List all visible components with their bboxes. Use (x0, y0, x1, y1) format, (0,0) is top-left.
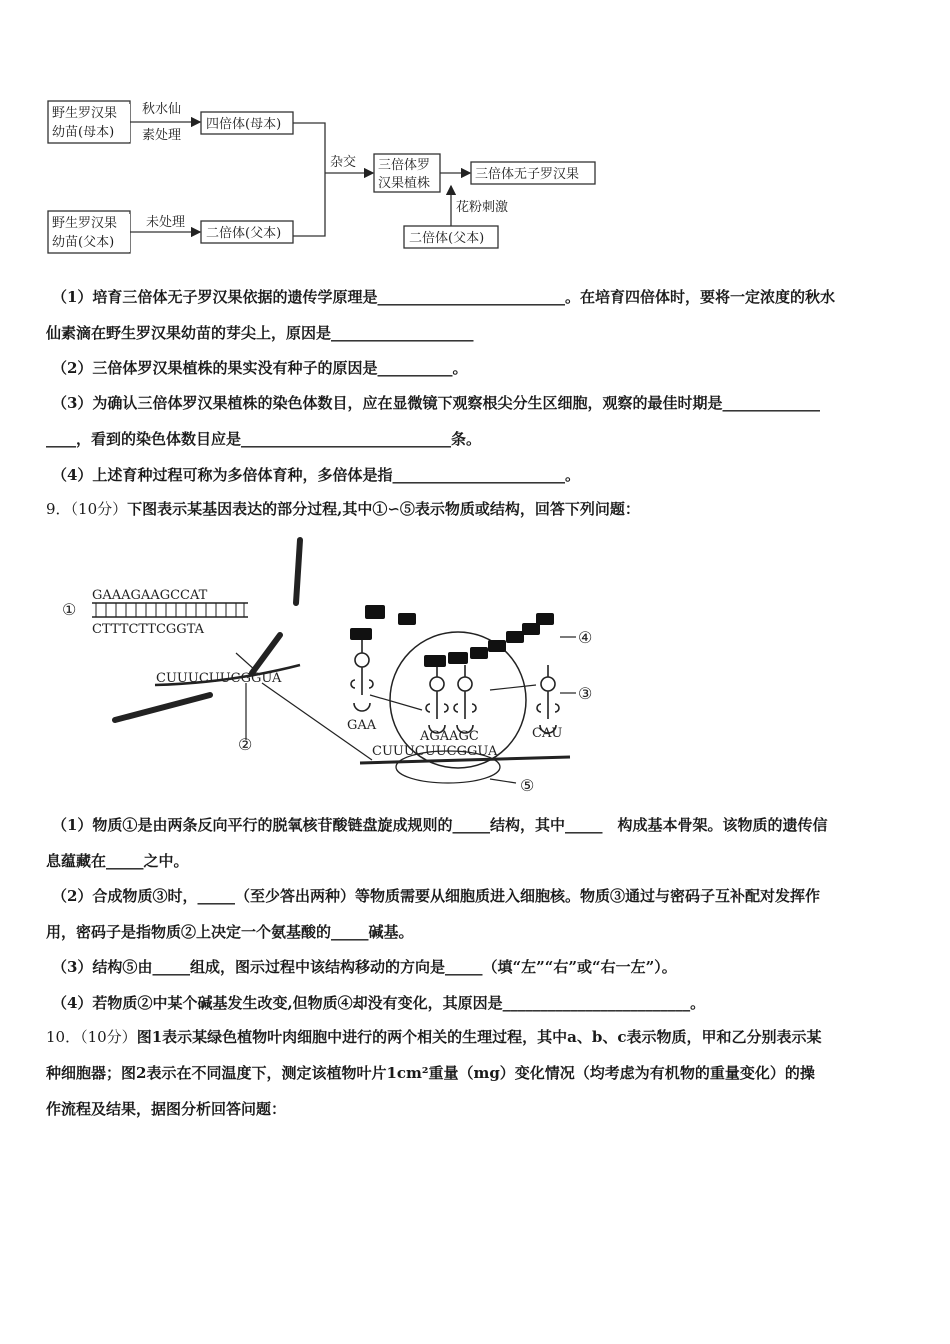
q9-part1-line2: 息蕴藏在_____之中。 (46, 852, 189, 870)
diploid-2-text: 二倍体(父本) (409, 231, 485, 246)
pollen-stimulation-label: 花粉刺激 (456, 200, 509, 215)
colchicine-label-1: 秋水仙 (142, 102, 182, 117)
seedless-fruit-text: 三倍体无子罗汉果 (475, 167, 580, 182)
q8-part4: （4）上述育种过程可称为多倍体育种，多倍体是指_______________________。 (52, 466, 580, 484)
anticodon-gaa: GAA (347, 718, 377, 733)
q8-part2: （2）三倍体罗汉果植株的果实没有种子的原因是__________。 (52, 359, 468, 377)
q10-number: 10．（10分） (46, 1028, 137, 1046)
dna-bottom-strand: CTTTCTTCGGTA (92, 622, 205, 637)
triploid-plant-text-1: 三倍体罗 (378, 158, 431, 173)
q9-part4: （4）若物质②中某个碱基发生改变,但物质④却没有变化，其原因是_________________________。 (52, 994, 706, 1012)
q9-header (46, 499, 640, 519)
q10-line1: 图1表示某绿色植物叶肉细胞中进行的两个相关的生理过程，其中a、b、c表示物质，甲和乙分别表示某 (136, 1028, 822, 1046)
q8-part1-line1: （1）培育三倍体无子罗汉果依据的遗传学原理是_________________________。在培育四倍体时，要将一定浓度的秋水 (52, 288, 835, 306)
q10-line3: 作流程及结果，据图分析回答问题： (46, 1100, 287, 1118)
q8-part1-line2: 仙素滴在野生罗汉果幼苗的芽尖上，原因是___________________ (46, 324, 474, 342)
tetraploid-text: 四倍体(母本) (206, 117, 282, 132)
q9-number: 9．（10分） (46, 500, 128, 518)
label-5: ⑤ (520, 776, 535, 795)
mrna-sequence-left: CUUUCUUCGGUA (156, 671, 282, 686)
q9-part3: （3）结构⑤由_____组成，图示过程中该结构移动的方向是_____（填“左”“右”或“右一左”）。 (52, 958, 677, 976)
wild-father-label: 野生罗汉果 幼苗(父本) (52, 214, 130, 252)
gene-expression-figure (0, 535, 950, 805)
colchicine-label-2: 素处理 (142, 128, 182, 143)
triploid-plant-text-2: 汉果植株 (378, 176, 431, 191)
q10-header (46, 1027, 821, 1047)
mrna-sequence-right: CUUUCUUCGGUA (372, 744, 498, 759)
untreated-label: 未处理 (146, 215, 186, 230)
q9-part2-line2: 用，密码子是指物质②上决定一个氨基酸的_____碱基。 (46, 923, 414, 941)
wild-mother-label: 野生罗汉果 幼苗(母本) (52, 104, 130, 142)
anticodon-agaagc: AGAAGC (420, 729, 479, 744)
label-3: ③ (578, 684, 593, 703)
label-4: ④ (578, 628, 593, 647)
breeding-flow-diagram (0, 0, 950, 260)
dna-top-strand: GAAAGAAGCCAT (92, 588, 208, 603)
q10-line2: 种细胞器；图2表示在不同温度下，测定该植物叶片1cm²重量（mg）变化情况（均考虑为有机物的重量变化）的操 (46, 1064, 815, 1082)
label-1: ① (62, 600, 77, 619)
anticodon-cau: CAU (532, 726, 563, 741)
cross-label: 杂交 (330, 155, 357, 170)
q9-part2-line1: （2）合成物质③时，_____（至少答出两种）等物质需要从细胞质进入细胞核。物质③通过与密码子互补配对发挥作 (52, 887, 820, 905)
q8-part3-line2: ____，看到的染色体数目应是____________________________条。 (46, 430, 482, 448)
q8-part3-line1: （3）为确认三倍体罗汉果植株的染色体数目，应在显微镜下观察根尖分生区细胞，观察的最佳时期是_____________ (52, 394, 820, 412)
diploid-text: 二倍体(父本) (206, 226, 282, 241)
q9-stem: 下图表示某基因表达的部分过程,其中①∽⑤表示物质或结构，回答下列问题： (127, 500, 640, 518)
label-2: ② (238, 735, 253, 754)
q9-part1-line1: （1）物质①是由两条反向平行的脱氧核苷酸链盘旋成规则的_____结构，其中_____ 构成基本骨架。该物质的遗传信 (52, 816, 828, 834)
